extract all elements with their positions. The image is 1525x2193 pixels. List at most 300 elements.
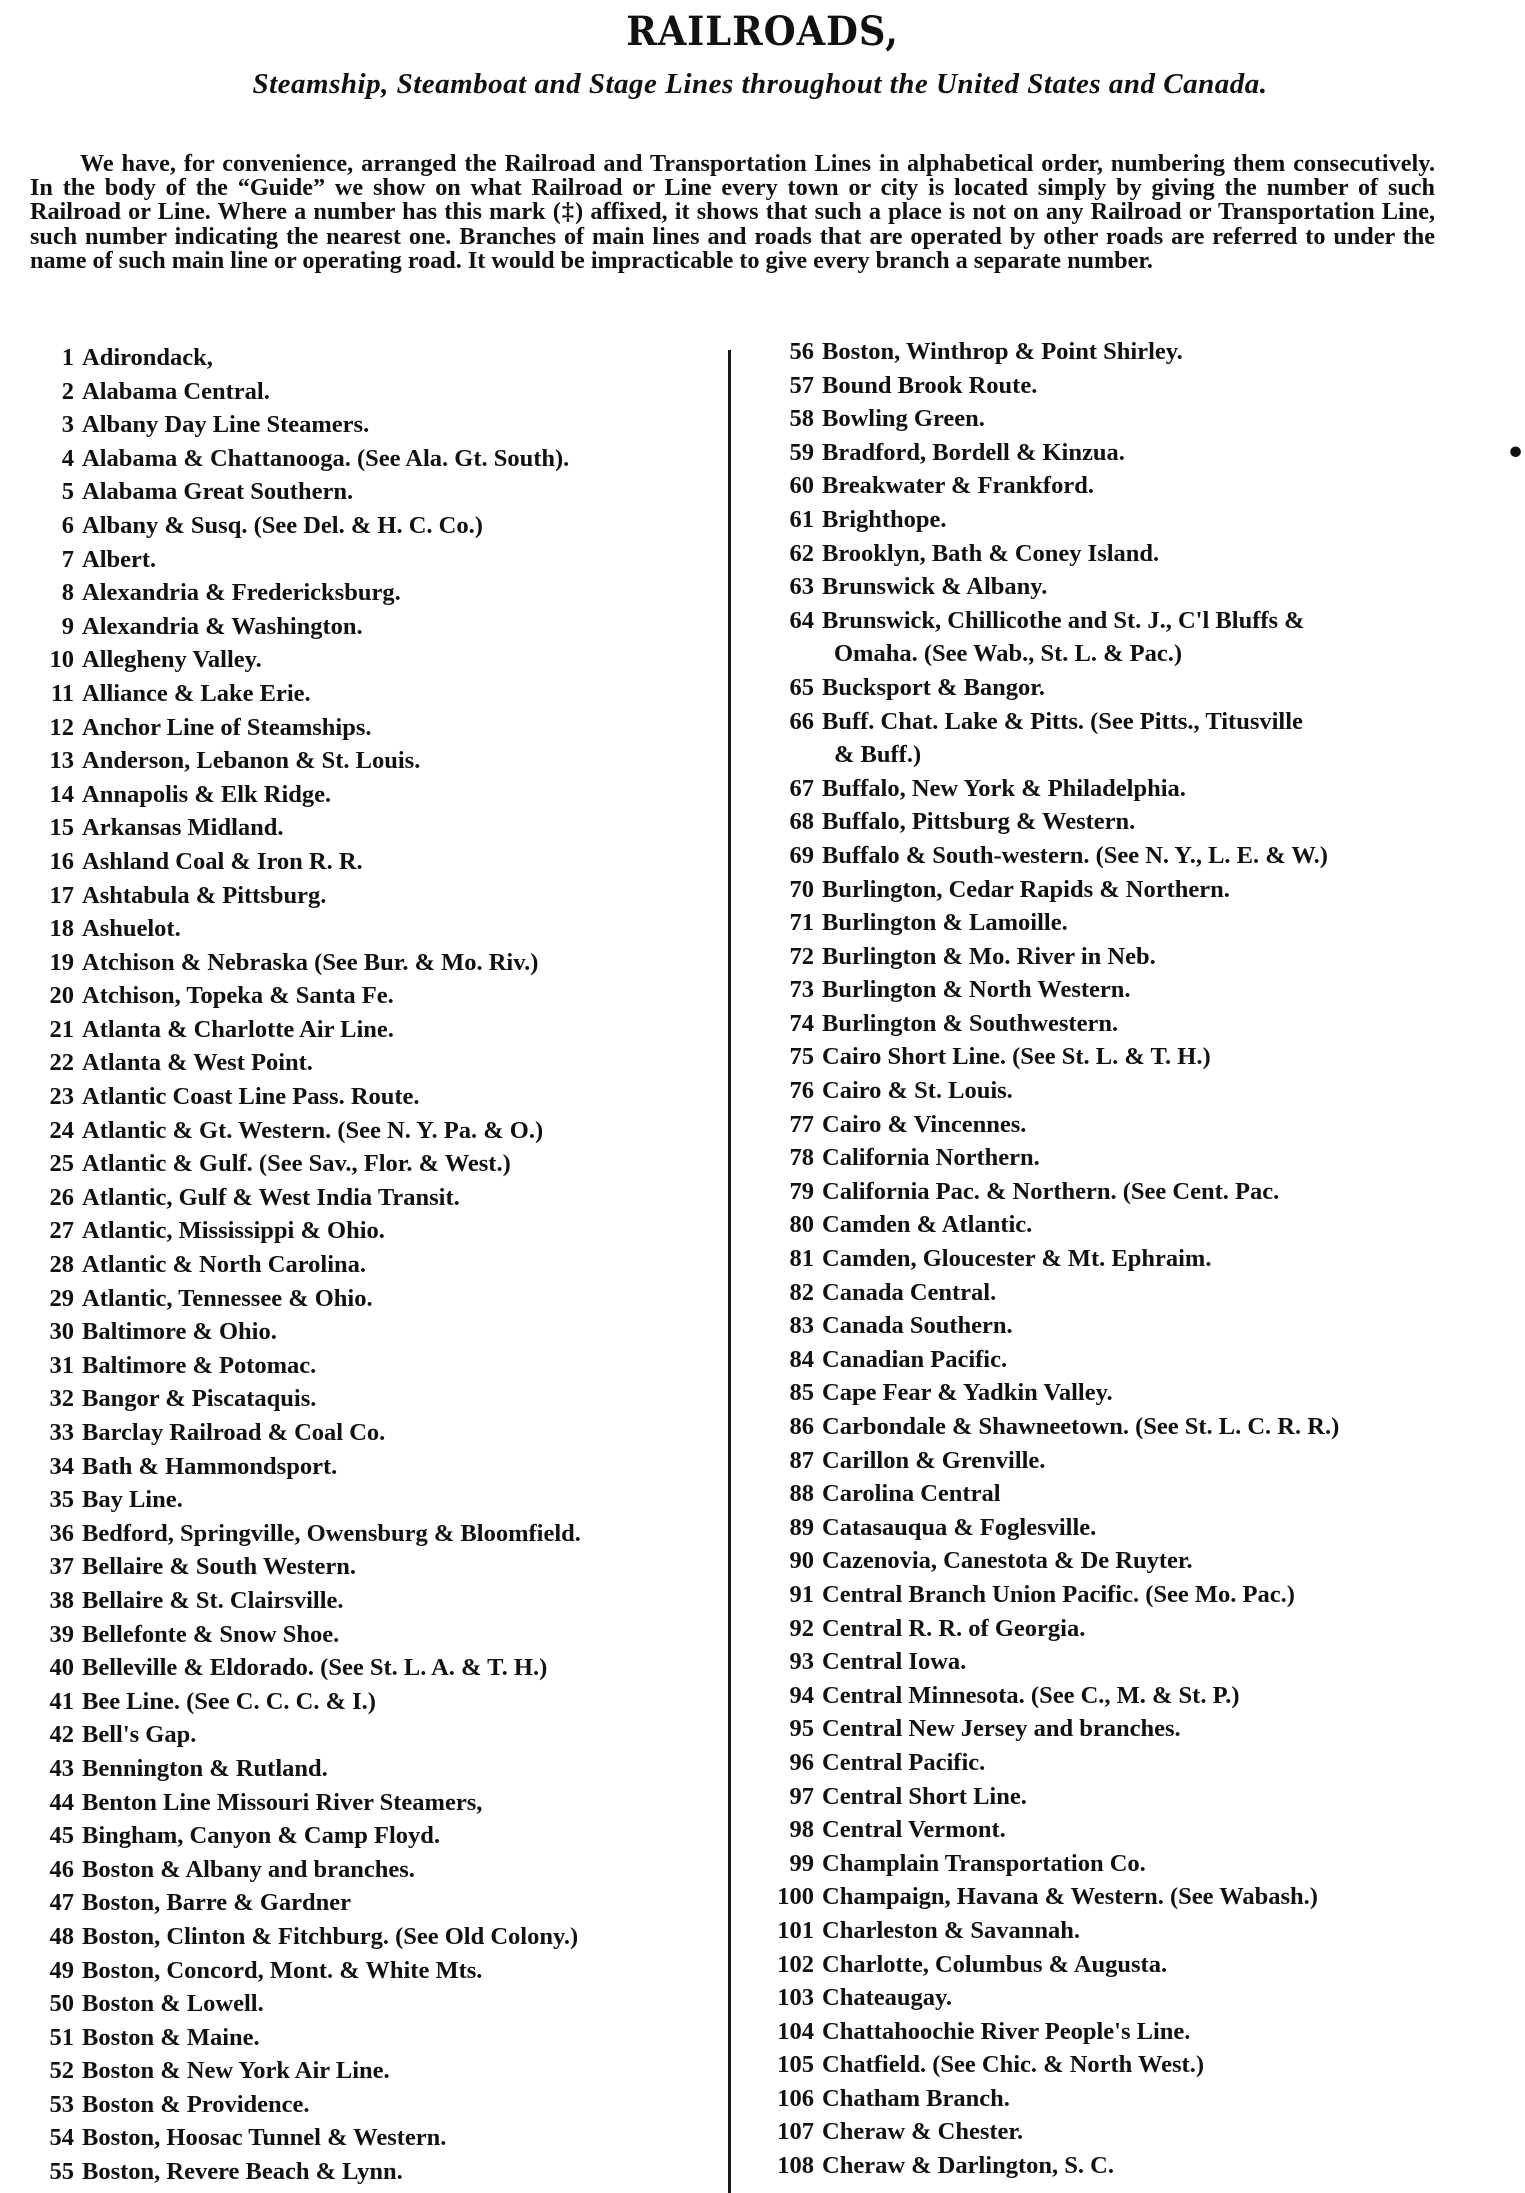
railroad-entry bbox=[26, 1349, 716, 1383]
entry-name: Buff. Chat. Lake & Pitts. (See Pitts., Titusville bbox=[822, 707, 1303, 735]
railroad-entry bbox=[764, 1477, 1484, 1511]
entry-number: 87 bbox=[789, 1446, 814, 1474]
entry-name: Baltimore & Potomac. bbox=[82, 1351, 317, 1379]
railroad-entry bbox=[764, 1880, 1484, 1914]
entry-name: Buffalo & South-western. (See N. Y., L. E. & W.) bbox=[822, 841, 1328, 869]
entry-number: 24 bbox=[49, 1116, 74, 1144]
railroad-entry bbox=[26, 1550, 716, 1584]
entry-name: California Northern. bbox=[822, 1144, 1040, 1172]
entry-name: Burlington & Mo. River in Neb. bbox=[822, 942, 1156, 970]
entry-number: 4 bbox=[61, 444, 74, 472]
entry-number: 43 bbox=[49, 1754, 74, 1782]
railroad-entry bbox=[26, 2088, 716, 2122]
railroad-entry bbox=[764, 604, 1484, 671]
railroad-entry bbox=[26, 879, 716, 913]
entry-number: 76 bbox=[789, 1077, 814, 1105]
railroad-entry bbox=[764, 1108, 1484, 1142]
page-title: RAILROADS, bbox=[626, 8, 899, 55]
entry-number: 68 bbox=[789, 808, 814, 836]
entry-number: 33 bbox=[49, 1419, 74, 1446]
railroad-entry bbox=[764, 1410, 1484, 1444]
entry-name: Alabama Great Southern. bbox=[82, 478, 354, 506]
entry-name: Boston, Clinton & Fitchburg. (See Old Colony.) bbox=[82, 1922, 579, 1950]
entry-number: 36 bbox=[49, 1519, 74, 1547]
entry-number: 94 bbox=[789, 1681, 814, 1709]
entry-name: Bell's Gap. bbox=[82, 1721, 197, 1749]
railroad-entry bbox=[26, 677, 716, 711]
entry-name: California Pac. & Northern. (See Cent. Pac. bbox=[822, 1177, 1280, 1205]
entry-number: 65 bbox=[789, 673, 814, 701]
entry-name: Belleville & Eldorado. (See St. L. A. & T. H.) bbox=[82, 1654, 548, 1682]
entry-number: 8 bbox=[61, 579, 74, 607]
entry-number: 23 bbox=[49, 1083, 74, 1111]
entry-number: 5 bbox=[61, 478, 74, 506]
railroad-entry bbox=[764, 503, 1484, 537]
entry-name: Atlantic Coast Line Pass. Route. bbox=[82, 1083, 420, 1111]
entry-name: Atlanta & West Point. bbox=[82, 1049, 313, 1077]
entry-number: 59 bbox=[789, 438, 814, 466]
entry-number: 7 bbox=[61, 545, 74, 573]
entry-name: Burlington & North Western. bbox=[822, 976, 1131, 1004]
entry-name: Allegheny Valley. bbox=[82, 646, 262, 674]
railroad-entry bbox=[26, 1786, 716, 1820]
railroad-entry bbox=[26, 1282, 716, 1316]
entry-name: Central Iowa. bbox=[822, 1648, 967, 1676]
entry-name: Central Pacific. bbox=[822, 1748, 986, 1776]
entry-number: 57 bbox=[789, 371, 814, 399]
entry-number: 84 bbox=[789, 1345, 814, 1373]
railroad-entry bbox=[26, 1181, 716, 1215]
entry-number: 14 bbox=[49, 780, 74, 808]
railroad-entry bbox=[26, 1114, 716, 1148]
entry-name: Catasauqua & Foglesville. bbox=[822, 1513, 1097, 1541]
entry-name: Bingham, Canyon & Camp Floyd. bbox=[82, 1822, 441, 1850]
railroad-entry bbox=[764, 436, 1484, 470]
railroad-entry bbox=[26, 1920, 716, 1954]
entry-number: 34 bbox=[49, 1452, 74, 1480]
entry-number: 81 bbox=[789, 1245, 814, 1273]
railroad-entry bbox=[26, 1315, 716, 1349]
entry-name: Boston, Revere Beach & Lynn. bbox=[82, 2158, 403, 2186]
railroad-entry bbox=[764, 369, 1484, 403]
entry-name: Brooklyn, Bath & Coney Island. bbox=[822, 539, 1160, 567]
entry-number: 52 bbox=[49, 2057, 74, 2085]
railroad-entry bbox=[26, 1819, 716, 1853]
railroad-entry bbox=[764, 570, 1484, 604]
railroad-entry bbox=[764, 671, 1484, 705]
railroad-entry bbox=[764, 2048, 1484, 2082]
entry-number: 40 bbox=[49, 1654, 74, 1682]
entry-name: Atlanta & Charlotte Air Line. bbox=[82, 1015, 394, 1043]
entry-number: 22 bbox=[49, 1049, 74, 1077]
entry-number: 2 bbox=[61, 377, 74, 405]
entry-name: Brunswick, Chillicothe and St. J., C'l Bluffs & bbox=[822, 606, 1305, 634]
entry-number: 106 bbox=[777, 2084, 814, 2112]
railroad-entry bbox=[26, 375, 716, 409]
entry-name: Atchison & Nebraska (See Bur. & Mo. Riv.) bbox=[82, 948, 539, 976]
railroad-entry bbox=[764, 772, 1484, 806]
entry-number: 82 bbox=[789, 1278, 814, 1306]
entry-name: Albany Day Line Steamers. bbox=[82, 411, 370, 439]
railroad-entry bbox=[26, 1080, 716, 1114]
railroad-entry bbox=[764, 1444, 1484, 1478]
entry-number: 78 bbox=[789, 1144, 814, 1172]
railroad-entry bbox=[26, 1618, 716, 1652]
entry-number: 50 bbox=[49, 1990, 74, 2018]
entry-name: Bellefonte & Snow Shoe. bbox=[82, 1620, 340, 1648]
entry-number: 83 bbox=[789, 1312, 814, 1340]
intro-paragraph: We have, for convenience, arranged the Railroad and Transportation Lines in alphabetical order, numbering them consecutively. In the body of the “Guide” we show on what Railroad or Line every town or city is located simply by giving the number of such Railroad or Line. Where a number has this mark (‡) affixed, it shows that such a place is not on any Railroad or Transportation Line, such number indicating the nearest one. Branches of main lines and roads that are operated by other roads are referred to under the name of such main line or operating road. It would be impracticable to give every branch a separate number. bbox=[30, 150, 1435, 274]
entry-name: Bellaire & South Western. bbox=[82, 1553, 357, 1581]
entry-name: Carbondale & Shawneetown. (See St. L. C. R. R.) bbox=[822, 1413, 1340, 1440]
entry-name: Canadian Pacific. bbox=[822, 1345, 1008, 1373]
railroad-entry bbox=[26, 1013, 716, 1047]
railroad-entry bbox=[26, 1214, 716, 1248]
entry-name: Central Minnesota. (See C., M. & St. P.) bbox=[822, 1681, 1240, 1709]
entry-name: Canada Southern. bbox=[822, 1312, 1013, 1340]
railroad-entry bbox=[26, 1752, 716, 1786]
railroad-entry bbox=[26, 711, 716, 745]
entry-name: Central Branch Union Pacific. (See Mo. Pac.) bbox=[822, 1580, 1295, 1608]
entry-number: 3 bbox=[61, 411, 74, 439]
railroad-entry bbox=[26, 744, 716, 778]
entry-number: 105 bbox=[777, 2051, 814, 2079]
railroad-entry bbox=[26, 1382, 716, 1416]
entry-number: 16 bbox=[49, 847, 74, 875]
entry-number: 99 bbox=[789, 1849, 814, 1877]
entry-number: 85 bbox=[789, 1379, 814, 1407]
entry-number: 49 bbox=[49, 1956, 74, 1984]
entry-name: Alabama Central. bbox=[82, 377, 270, 405]
entry-number: 44 bbox=[49, 1788, 74, 1816]
entry-name: Boston & Maine. bbox=[82, 2023, 260, 2051]
right-column-list bbox=[764, 335, 1484, 2183]
entry-name: Chatfield. (See Chic. & North West.) bbox=[822, 2051, 1204, 2079]
railroad-entry bbox=[26, 1853, 716, 1887]
entry-name: Alabama & Chattanooga. (See Ala. Gt. South). bbox=[82, 444, 570, 472]
entry-number: 32 bbox=[49, 1385, 74, 1413]
entry-number: 103 bbox=[777, 1984, 814, 2012]
railroad-entry bbox=[26, 778, 716, 812]
entry-name: Brighthope. bbox=[822, 505, 947, 533]
entry-number: 1 bbox=[61, 344, 74, 371]
entry-name: Cheraw & Chester. bbox=[822, 2118, 1024, 2146]
railroad-entry bbox=[26, 610, 716, 644]
railroad-entry bbox=[26, 2021, 716, 2055]
entry-name: Boston, Barre & Gardner bbox=[82, 1889, 352, 1917]
entry-number: 72 bbox=[789, 942, 814, 970]
entry-number: 9 bbox=[61, 612, 74, 640]
entry-name: Albany & Susq. (See Del. & H. C. Co.) bbox=[82, 511, 483, 539]
railroad-entry bbox=[764, 2115, 1484, 2149]
entry-continuation: Omaha. (See Wab., St. L. & Pac.) bbox=[834, 640, 1182, 668]
railroad-entry bbox=[26, 1416, 716, 1450]
entry-name: Albert. bbox=[82, 545, 157, 573]
entry-name: Brunswick & Albany. bbox=[822, 573, 1048, 601]
entry-name: Bath & Hammondsport. bbox=[82, 1452, 338, 1480]
entry-name: Champlain Transportation Co. bbox=[822, 1849, 1146, 1877]
railroad-entry bbox=[764, 1376, 1484, 1410]
entry-continuation: & Buff.) bbox=[834, 741, 922, 769]
entry-name: Bee Line. (See C. C. C. & I.) bbox=[82, 1687, 376, 1715]
entry-name: Central Short Line. bbox=[822, 1782, 1027, 1810]
entry-name: Carillon & Grenville. bbox=[822, 1446, 1046, 1474]
railroad-entry bbox=[26, 643, 716, 677]
entry-name: Chatham Branch. bbox=[822, 2084, 1010, 2112]
entry-number: 42 bbox=[49, 1721, 74, 1749]
entry-name: Anderson, Lebanon & St. Louis. bbox=[82, 747, 421, 775]
entry-name: Boston, Hoosac Tunnel & Western. bbox=[82, 2124, 447, 2152]
railroad-entry bbox=[764, 906, 1484, 940]
entry-name: Annapolis & Elk Ridge. bbox=[82, 780, 332, 808]
entry-number: 102 bbox=[777, 1950, 814, 1978]
entry-name: Boston & Lowell. bbox=[82, 1990, 264, 2018]
railroad-entry bbox=[764, 705, 1484, 772]
entry-name: Atlantic, Gulf & West India Transit. bbox=[82, 1183, 460, 1211]
entry-number: 45 bbox=[49, 1822, 74, 1850]
railroad-entry bbox=[764, 1007, 1484, 1041]
railroad-entry bbox=[26, 845, 716, 879]
entry-number: 104 bbox=[777, 2017, 814, 2045]
railroad-entry bbox=[764, 2082, 1484, 2116]
railroad-entry bbox=[26, 1147, 716, 1181]
entry-name: Central R. R. of Georgia. bbox=[822, 1614, 1086, 1642]
railroad-entry bbox=[764, 1511, 1484, 1545]
railroad-entry bbox=[764, 1074, 1484, 1108]
railroad-entry bbox=[26, 811, 716, 845]
entry-number: 108 bbox=[777, 2152, 814, 2180]
entry-name: Charlotte, Columbus & Augusta. bbox=[822, 1950, 1168, 1978]
railroad-entry bbox=[764, 1813, 1484, 1847]
entry-number: 54 bbox=[49, 2124, 74, 2152]
railroad-entry bbox=[764, 335, 1484, 369]
railroad-entry bbox=[26, 475, 716, 509]
railroad-entry bbox=[764, 1746, 1484, 1780]
entry-name: Central New Jersey and branches. bbox=[822, 1715, 1181, 1743]
entry-number: 6 bbox=[61, 511, 74, 539]
entry-name: Burlington & Southwestern. bbox=[822, 1009, 1119, 1037]
entry-number: 26 bbox=[49, 1183, 74, 1211]
entry-name: Cape Fear & Yadkin Valley. bbox=[822, 1379, 1113, 1407]
railroad-entry bbox=[26, 576, 716, 610]
entry-number: 90 bbox=[789, 1547, 814, 1575]
entry-number: 10 bbox=[49, 646, 74, 674]
railroad-entry bbox=[764, 940, 1484, 974]
entry-name: Atlantic, Tennessee & Ohio. bbox=[82, 1284, 373, 1312]
entry-name: Camden & Atlantic. bbox=[822, 1211, 1033, 1239]
entry-name: Boston, Concord, Mont. & White Mts. bbox=[82, 1956, 483, 1984]
entry-name: Atchison, Topeka & Santa Fe. bbox=[82, 982, 394, 1010]
railroad-entry bbox=[26, 2121, 716, 2155]
railroad-entry bbox=[26, 1584, 716, 1618]
entry-number: 47 bbox=[49, 1889, 74, 1917]
entry-name: Central Vermont. bbox=[822, 1816, 1006, 1844]
entry-number: 39 bbox=[49, 1620, 74, 1648]
railroad-entry bbox=[764, 873, 1484, 907]
entry-number: 69 bbox=[789, 841, 814, 869]
entry-name: Arkansas Midland. bbox=[82, 814, 284, 842]
railroad-entry bbox=[26, 1248, 716, 1282]
railroad-entry bbox=[26, 1483, 716, 1517]
entry-number: 66 bbox=[789, 707, 814, 735]
entry-name: Camden, Gloucester & Mt. Ephraim. bbox=[822, 1245, 1212, 1273]
entry-number: 55 bbox=[49, 2158, 74, 2186]
entry-name: Chateaugay. bbox=[822, 1984, 953, 2012]
entry-number: 37 bbox=[49, 1553, 74, 1581]
railroad-entry bbox=[764, 973, 1484, 1007]
entry-number: 13 bbox=[49, 747, 74, 775]
entry-number: 15 bbox=[49, 814, 74, 842]
entry-number: 21 bbox=[49, 1015, 74, 1043]
railroad-entry bbox=[26, 1046, 716, 1080]
entry-name: Bradford, Bordell & Kinzua. bbox=[822, 438, 1125, 466]
entry-name: Bennington & Rutland. bbox=[82, 1754, 328, 1782]
railroad-entry bbox=[764, 839, 1484, 873]
railroad-entry bbox=[26, 1886, 716, 1920]
railroad-entry bbox=[764, 1712, 1484, 1746]
entry-number: 70 bbox=[789, 875, 814, 903]
entry-name: Ashland Coal & Iron R. R. bbox=[82, 847, 363, 875]
railroad-entry bbox=[764, 1309, 1484, 1343]
entry-name: Bay Line. bbox=[82, 1486, 183, 1514]
entry-number: 95 bbox=[789, 1715, 814, 1743]
entry-name: Buffalo, Pittsburg & Western. bbox=[822, 808, 1136, 836]
entry-number: 25 bbox=[49, 1150, 74, 1178]
railroad-entry bbox=[26, 1954, 716, 1988]
entry-number: 30 bbox=[49, 1318, 74, 1346]
entry-number: 29 bbox=[49, 1284, 74, 1312]
railroad-entry bbox=[26, 341, 716, 375]
railroad-entry bbox=[764, 1914, 1484, 1948]
entry-name: Alexandria & Fredericksburg. bbox=[82, 579, 401, 607]
railroad-entry bbox=[764, 1141, 1484, 1175]
entry-name: Anchor Line of Steamships. bbox=[82, 713, 372, 741]
railroad-entry bbox=[26, 1987, 716, 2021]
railroad-entry bbox=[764, 1578, 1484, 1612]
entry-name: Burlington & Lamoille. bbox=[822, 909, 1068, 937]
entry-name: Cairo & St. Louis. bbox=[822, 1077, 1013, 1105]
entry-name: Bowling Green. bbox=[822, 405, 985, 433]
railroad-entry bbox=[764, 1343, 1484, 1377]
entry-number: 27 bbox=[49, 1217, 74, 1245]
entry-name: Breakwater & Frankford. bbox=[822, 472, 1094, 500]
entry-name: Cairo & Vincennes. bbox=[822, 1110, 1027, 1138]
entry-name: Bucksport & Bangor. bbox=[822, 673, 1046, 701]
entry-number: 98 bbox=[789, 1816, 814, 1844]
entry-name: Boston & New York Air Line. bbox=[82, 2057, 390, 2085]
entry-name: Baltimore & Ohio. bbox=[82, 1318, 277, 1346]
railroad-entry bbox=[26, 1517, 716, 1551]
entry-name: Bound Brook Route. bbox=[822, 371, 1038, 399]
entry-number: 20 bbox=[49, 982, 74, 1010]
entry-name: Buffalo, New York & Philadelphia. bbox=[822, 774, 1186, 802]
railroad-entry bbox=[764, 469, 1484, 503]
entry-name: Ashtabula & Pittsburg. bbox=[82, 881, 327, 909]
entry-number: 75 bbox=[789, 1043, 814, 1071]
entry-name: Boston & Providence. bbox=[82, 2090, 310, 2118]
left-column-list bbox=[26, 341, 716, 2189]
railroad-entry bbox=[764, 537, 1484, 571]
entry-name: Barclay Railroad & Coal Co. bbox=[82, 1419, 386, 1446]
entry-name: Atlantic & Gulf. (See Sav., Flor. & West.) bbox=[82, 1150, 511, 1178]
railroad-entry bbox=[26, 1718, 716, 1752]
entry-name: Bangor & Piscataquis. bbox=[82, 1385, 317, 1413]
railroad-entry bbox=[26, 442, 716, 476]
entry-number: 71 bbox=[789, 909, 814, 937]
entry-number: 107 bbox=[777, 2118, 814, 2146]
entry-number: 93 bbox=[789, 1648, 814, 1676]
entry-number: 31 bbox=[49, 1351, 74, 1379]
railroad-entry bbox=[764, 1981, 1484, 2015]
entry-name: Benton Line Missouri River Steamers, bbox=[82, 1788, 483, 1816]
entry-number: 48 bbox=[49, 1922, 74, 1950]
railroad-entry bbox=[764, 1175, 1484, 1209]
entry-number: 64 bbox=[789, 606, 814, 634]
entry-number: 96 bbox=[789, 1748, 814, 1776]
railroad-entry bbox=[764, 1780, 1484, 1814]
railroad-entry bbox=[764, 2149, 1484, 2183]
railroad-entry bbox=[26, 979, 716, 1013]
entry-name: Charleston & Savannah. bbox=[822, 1916, 1080, 1944]
railroad-entry bbox=[26, 543, 716, 577]
entry-number: 80 bbox=[789, 1211, 814, 1239]
entry-number: 77 bbox=[789, 1110, 814, 1138]
entry-number: 88 bbox=[789, 1480, 814, 1508]
entry-name: Canada Central. bbox=[822, 1278, 997, 1306]
page-subtitle: Steamship, Steamboat and Stage Lines throughout the United States and Canada. bbox=[252, 68, 1268, 100]
entry-name: Alexandria & Washington. bbox=[82, 612, 363, 640]
entry-name: Ashuelot. bbox=[82, 915, 181, 943]
entry-number: 56 bbox=[789, 338, 814, 365]
entry-number: 12 bbox=[49, 713, 74, 741]
ink-blot-mark: • bbox=[1506, 436, 1525, 471]
entry-name: Bellaire & St. Clairsville. bbox=[82, 1586, 344, 1614]
railroad-entry bbox=[26, 912, 716, 946]
entry-name: Atlantic & North Carolina. bbox=[82, 1251, 366, 1279]
entry-number: 73 bbox=[789, 976, 814, 1004]
railroad-entry bbox=[764, 1948, 1484, 1982]
entry-name: Adirondack, bbox=[82, 344, 213, 371]
entry-name: Burlington, Cedar Rapids & Northern. bbox=[822, 875, 1230, 903]
railroad-entry bbox=[26, 1450, 716, 1484]
entry-number: 19 bbox=[49, 948, 74, 976]
entry-number: 51 bbox=[49, 2023, 74, 2051]
entry-number: 92 bbox=[789, 1614, 814, 1642]
railroad-entry bbox=[764, 1645, 1484, 1679]
entry-name: Cheraw & Darlington, S. C. bbox=[822, 2152, 1114, 2180]
entry-number: 74 bbox=[789, 1009, 814, 1037]
railroad-entry bbox=[764, 1679, 1484, 1713]
entry-number: 89 bbox=[789, 1513, 814, 1541]
column-divider bbox=[728, 350, 731, 2193]
entry-number: 53 bbox=[49, 2090, 74, 2118]
railroad-entry bbox=[764, 1847, 1484, 1881]
entry-number: 63 bbox=[789, 573, 814, 601]
entry-name: Boston, Winthrop & Point Shirley. bbox=[822, 338, 1183, 365]
entry-number: 61 bbox=[789, 505, 814, 533]
railroad-entry bbox=[764, 1544, 1484, 1578]
entry-number: 67 bbox=[789, 774, 814, 802]
entry-name: Atlantic, Mississippi & Ohio. bbox=[82, 1217, 385, 1245]
entry-name: Champaign, Havana & Western. (See Wabash.) bbox=[822, 1883, 1318, 1911]
entry-number: 100 bbox=[777, 1883, 814, 1911]
entry-number: 11 bbox=[50, 679, 74, 707]
railroad-entry bbox=[764, 1242, 1484, 1276]
railroad-entry bbox=[26, 509, 716, 543]
railroad-entry bbox=[26, 1685, 716, 1719]
entry-number: 46 bbox=[49, 1855, 74, 1883]
entry-number: 62 bbox=[789, 539, 814, 567]
